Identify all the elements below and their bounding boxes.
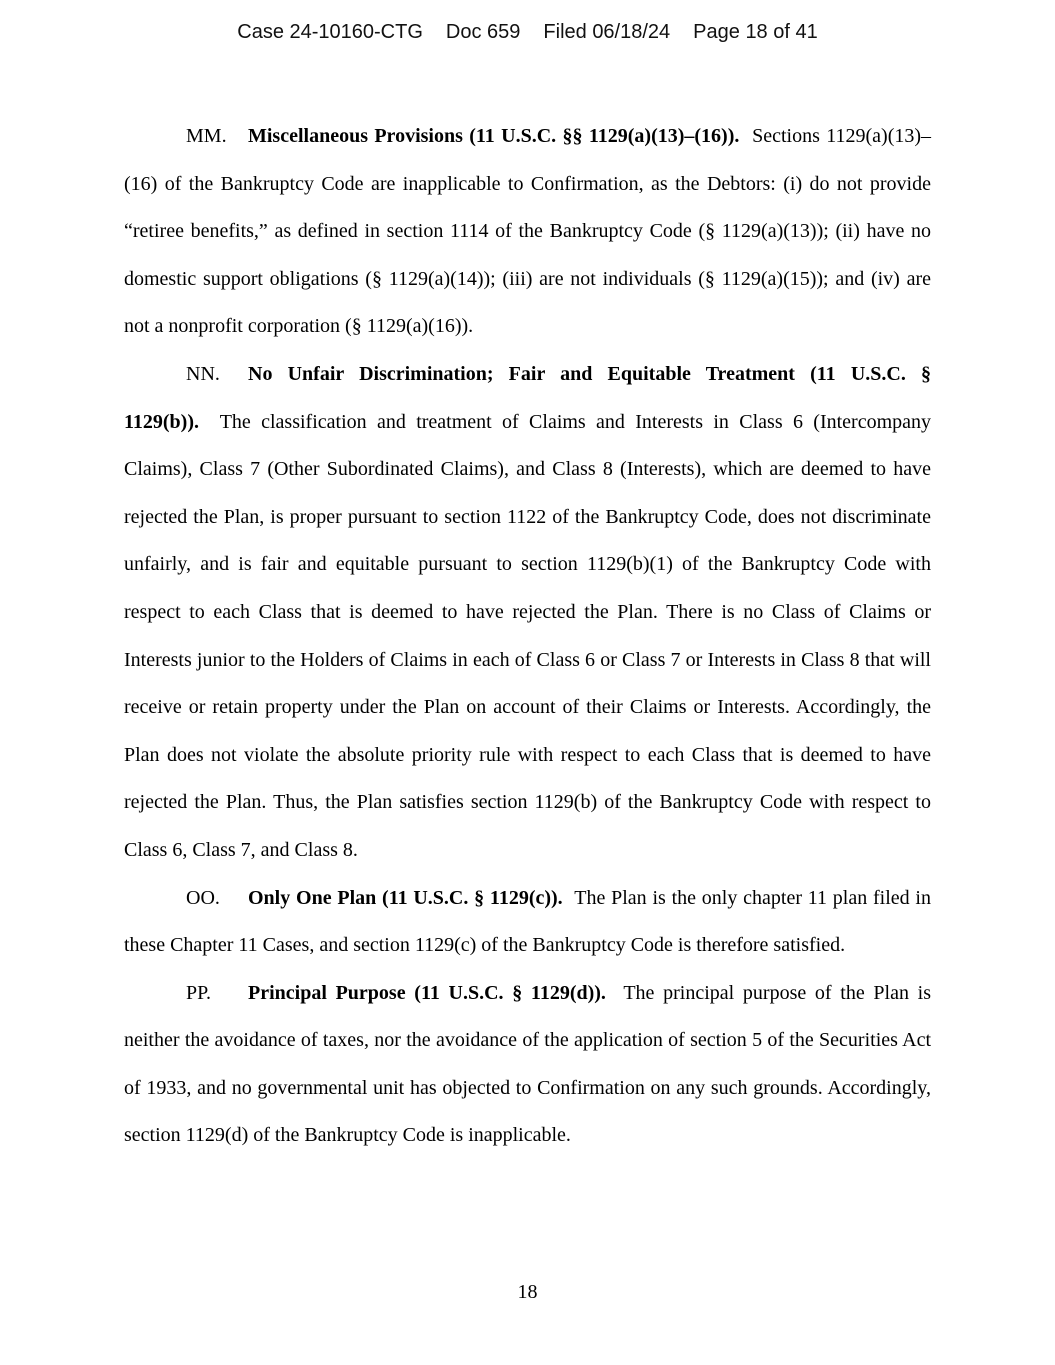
paragraph-nn	[124, 351, 931, 875]
paragraph-text: The principal purpose of the Plan is neither the avoidance of taxes, nor the avoidance of the application of section 5 of the Securities Act of 1933, and no governmental unit has objected to Confirmation on any such grounds. Accordingly, section 1129(d) of the Bankruptcy Code is inapplicable.	[124, 981, 932, 1147]
case-number: Case 24-10160-CTG	[237, 21, 423, 43]
paragraph-number: PP.	[186, 981, 212, 1004]
paragraph-mm	[124, 113, 931, 351]
paragraph-heading: No Unfair Discrimination; Fair and Equitable Treatment (11 U.S.C. § 1129(b)).	[124, 362, 931, 433]
paragraph-number: OO.	[186, 886, 220, 909]
paragraph-text: The classification and treatment of Claims and Interests in Class 6 (Intercompany Claims), Class 7 (Other Subordinated Claims), and Class 8 (Interests), which are deemed to have rejected the Plan, is proper pursuant to section 1122 of the Bankruptcy Code, does not discriminate unfairly, and is fair and equitable pursuant to section 1129(b)(1) of the Bankruptcy Code with respect to each Class that is deemed to have rejected the Plan. There is no Class of Claims or Interests junior to the Holders of Claims in each of Class 6 or Class 7 or Interests in Class 8 that will receive or retain property under the Plan on account of their Claims or Interests. Accordingly, the Plan does not violate the absolute priority rule with respect to each Class that is deemed to have rejected the Plan. Thus, the Plan satisfies section 1129(b) of the Bankruptcy Code with respect to Class 6, Class 7, and Class 8.	[124, 410, 932, 861]
case-header	[0, 20, 1055, 44]
paragraph-heading: Only One Plan (11 U.S.C. § 1129(c)).	[248, 886, 563, 909]
paragraph-heading: Miscellaneous Provisions (11 U.S.C. §§ 1129(a)(13)–(16)).	[248, 125, 740, 147]
paragraph-oo	[124, 875, 931, 970]
page-indicator: Page 18 of 41	[693, 21, 818, 43]
document-body	[124, 113, 931, 1160]
filed-date: Filed 06/18/24	[543, 21, 671, 43]
paragraph-number: NN.	[186, 362, 220, 385]
paragraph-pp	[124, 970, 931, 1160]
paragraph-number: MM.	[186, 125, 227, 147]
doc-number: Doc 659	[445, 21, 521, 43]
paragraph-text: Sections 1129(a)(13)–(16) of the Bankruptcy Code are inapplicable to Confirmation, as the Debtors: (i) do not provide “retiree benefits,” as defined in section 1114 of the Bankruptcy Code (§ 1129(a)(13)); (ii) have no domestic support obligations (§ 1129(a)(14)); (iii) are not individuals (§ 1129(a)(15)); and (iv) are not a nonprofit corporation (§ 1129(a)(16)).	[124, 125, 932, 338]
paragraph-text: The Plan is the only chapter 11 plan filed in these Chapter 11 Cases, and section 1129(c) of the Bankruptcy Code is therefore satisfied.	[124, 886, 931, 957]
paragraph-heading: Principal Purpose (11 U.S.C. § 1129(d)).	[248, 981, 606, 1004]
page-number: 18	[517, 1281, 538, 1303]
